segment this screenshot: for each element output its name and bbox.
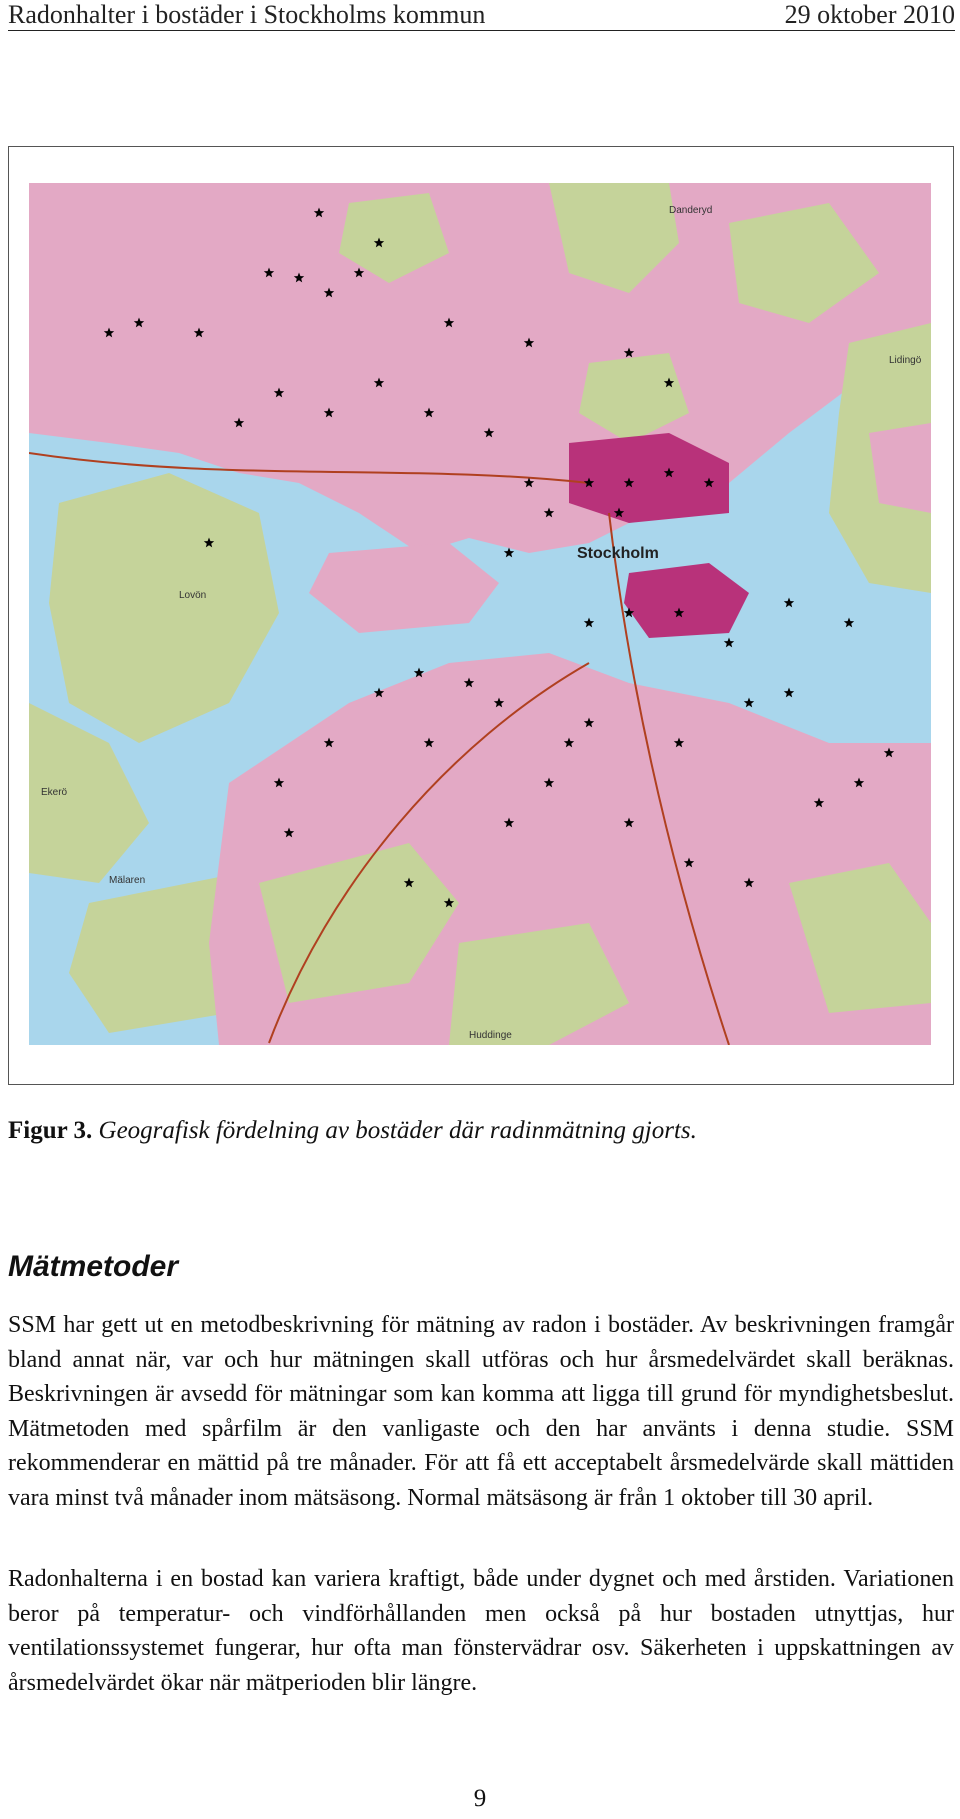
place-label: Ekerö xyxy=(41,787,68,798)
place-label: Huddinge xyxy=(469,1030,512,1041)
place-label: Lovön xyxy=(179,590,207,601)
figure-caption-text: Geografisk fördelning av bostäder där radinmätning gjorts. xyxy=(98,1117,697,1144)
section-heading: Mätmetoder xyxy=(8,1250,179,1283)
running-header xyxy=(8,0,955,31)
stockholm-map xyxy=(29,183,931,1045)
document-date: 29 oktober 2010 xyxy=(784,0,955,29)
place-label: Danderyd xyxy=(669,205,713,216)
body-paragraph: Radonhalterna i en bostad kan variera kraftigt, både under dygnet och med årstiden. Variationen beror på temperatur- och vindförhållanden men också på hur bostaden utnyttjas, hur ventilationssystemet fungerar, hur ofta man fönstervädrar osv. Säkerheten i uppskattningen av årsmedelvärdet ökar när mätperioden blir längre. xyxy=(8,1566,954,1696)
body-paragraph: SSM har gett ut en metodbeskrivning för mätning av radon i bostäder. Av beskrivningen framgår bland annat när, var och hur mätningen skall utföras och hur årsmedelvärdet skall beräknas. Beskrivningen är avsedd för mätningar som kan komma att ligga till grund för myndighetsbeslut. Mätmetoden med spårfilm är den vanligaste och den har använts i denna studie. SSM rekommenderar en mättid på tre månader. För att få ett acceptabelt årsmedelvärde skall mättiden vara minst två månader inom mätsäsong. Normal mätsäsong är från 1 oktober till 30 april. xyxy=(8,1312,954,1511)
page-number: 9 xyxy=(473,1785,487,1812)
place-label: Mälaren xyxy=(109,875,146,886)
figure-frame xyxy=(8,146,954,1085)
figure-label: Figur 3. xyxy=(8,1117,93,1144)
place-label: Lidingö xyxy=(889,355,922,366)
figure-caption xyxy=(8,1117,697,1145)
document-title: Radonhalter i bostäder i Stockholms kommun xyxy=(8,0,486,29)
city-label: Stockholm xyxy=(577,545,659,562)
